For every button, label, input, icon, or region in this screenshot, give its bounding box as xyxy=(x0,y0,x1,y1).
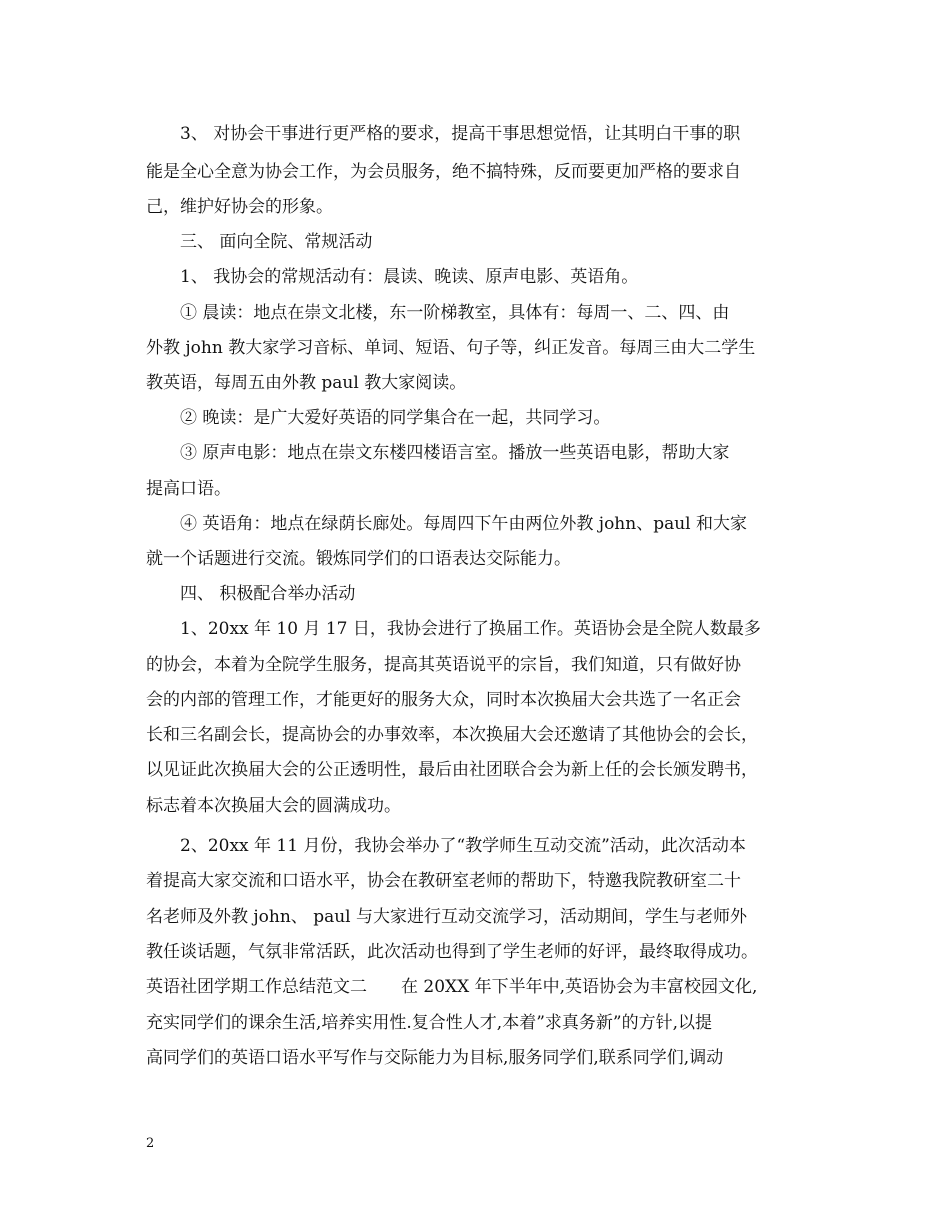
paragraph-line: 高同学们的英语口语水平写作与交际能力为目标,服务同学们,联系同学们,调动 xyxy=(146,1048,724,1068)
paragraph-line: 名老师及外教 john、 paul 与大家进行互动交流学习，活动期间，学生与老师外 xyxy=(146,907,748,927)
page-number: 2 xyxy=(146,1136,155,1151)
paragraph-line: 教英语，每周五由外教 paul 教大家阅读。 xyxy=(146,373,467,393)
paragraph-line: 以见证此次换届大会的公正透明性，最后由社团联合会为新上任的会长颁发聘书， xyxy=(146,760,758,780)
paragraph-line: 己，维护好协会的形象。 xyxy=(146,197,333,217)
paragraph-line: 1、 我协会的常规活动有：晨读、晚读、原声电影、英语角。 xyxy=(180,267,639,287)
paragraph-line: 会的内部的管理工作，才能更好的服务大众，同时本次换届大会共选了一名正会 xyxy=(146,690,741,710)
paragraph-line: 提高口语。 xyxy=(146,479,231,499)
paragraph-line: ④ 英语角：地点在绿荫长廊处。每周四下午由两位外教 john、paul 和大家 xyxy=(180,514,748,534)
section-heading: 三、 面向全院、常规活动 xyxy=(180,232,373,252)
paragraph-line: 的协会，本着为全院学生服务，提高其英语说平的宗旨，我们知道，只有做好协 xyxy=(146,655,741,675)
paragraph-line: 1、20xx 年 10 月 17 日，我协会进行了换届工作。英语协会是全院人数最多 xyxy=(180,619,761,639)
section-heading: 四、 积极配合举办活动 xyxy=(180,584,356,604)
paragraph-line: ① 晨读：地点在崇文北楼，东一阶梯教室，具体有：每周一、二、四、由 xyxy=(180,303,730,323)
paragraph-line: ② 晚读：是广大爱好英语的同学集合在一起，共同学习。 xyxy=(180,408,611,428)
paragraph-line: 标志着本次换届大会的圆满成功。 xyxy=(146,796,401,816)
paragraph-line: 长和三名副会长，提高协会的办事效率，本次换届大会还邀请了其他协会的会长， xyxy=(146,725,758,745)
paragraph-line: 2、20xx 年 11 月份，我协会举办了“教学师生互动交流”活动，此次活动本 xyxy=(180,836,746,856)
paragraph-line: 充实同学们的课余生活,培养实用性.复合性人才,本着”求真务新”的方针,以提 xyxy=(146,1013,712,1033)
paragraph-line: 外教 john 教大家学习音标、单词、短语、句子等，纠正发音。每周三由大二学生 xyxy=(146,338,756,358)
paragraph-line: 教任谈话题，气氛非常活跃，此次活动也得到了学生老师的好评，最终取得成功。 xyxy=(146,942,758,962)
paragraph-line: ③ 原声电影：地点在崇文东楼四楼语言室。播放一些英语电影，帮助大家 xyxy=(180,443,730,463)
paragraph-line: 着提高大家交流和口语水平，协会在教研室老师的帮助下，特邀我院教研室二十 xyxy=(146,871,741,891)
paragraph-line: 英语社团学期工作总结范文二 在 20XX 年下半年中,英语协会为丰富校园文化, xyxy=(146,977,758,997)
paragraph-line: 3、 对协会干事进行更严格的要求，提高干事思想觉悟，让其明白干事的职 xyxy=(180,124,741,144)
paragraph-line: 能是全心全意为协会工作，为会员服务，绝不搞特殊，反而要更加严格的要求自 xyxy=(146,162,741,182)
paragraph-line: 就一个话题进行交流。锻炼同学们的口语表达交际能力。 xyxy=(146,549,571,569)
